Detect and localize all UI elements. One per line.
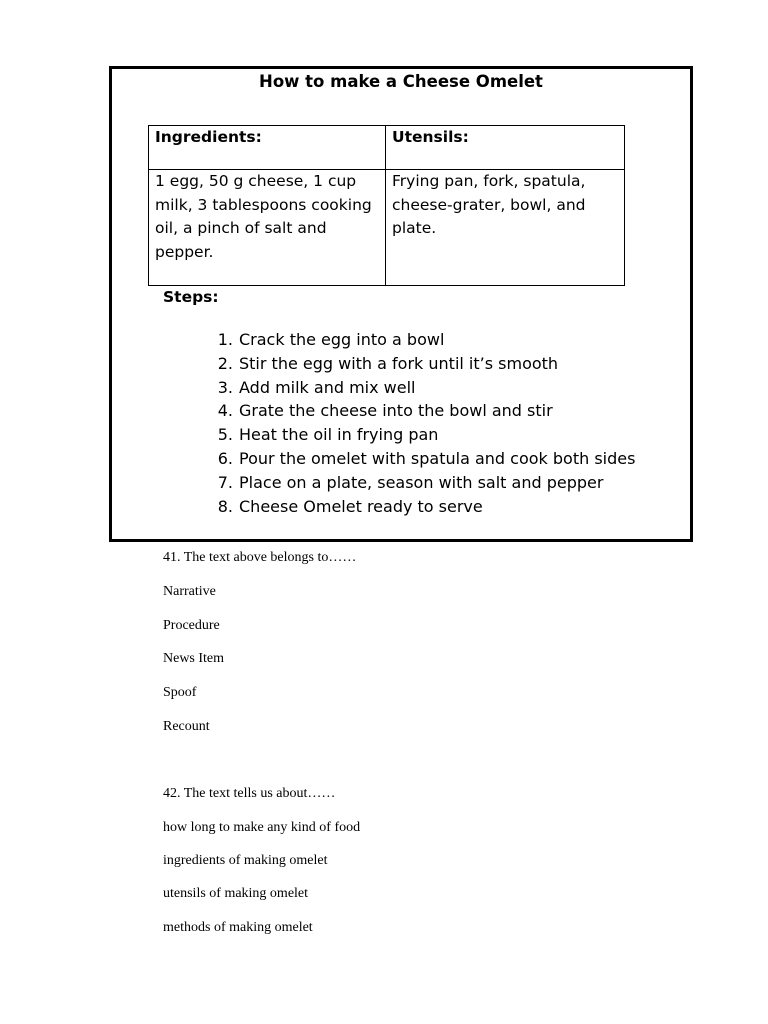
step-number: 3. <box>217 377 233 397</box>
recipe-title: How to make a Cheese Omelet <box>259 72 543 91</box>
step-text: Heat the oil in frying pan <box>239 425 439 445</box>
q42-option[interactable]: utensils of making omelet <box>163 886 309 901</box>
q42-option[interactable]: methods of making omelet <box>163 920 313 935</box>
step-text: Grate the cheese into the bowl and stir <box>239 401 553 421</box>
step-text: Cheese Omelet ready to serve <box>239 496 483 516</box>
ingredients-cell: 1 egg, 50 g cheese, 1 cup milk, 3 tablespoons cooking oil, a pinch of salt and pepper. <box>149 170 386 286</box>
step-text: Add milk and mix well <box>239 377 416 397</box>
step-item <box>209 495 635 519</box>
recipe-box <box>109 66 693 542</box>
step-number: 8. <box>217 496 233 516</box>
utensils-cell: Frying pan, fork, spatula, cheese-grater, bowl, and plate. <box>386 170 625 286</box>
step-text: Pour the omelet with spatula and cook both sides <box>239 448 636 468</box>
step-item <box>209 376 635 400</box>
step-text: Crack the egg into a bowl <box>239 330 445 349</box>
step-item <box>209 423 635 447</box>
question-41: 41. The text above belongs to…… <box>163 550 357 565</box>
q41-option[interactable]: Procedure <box>163 618 220 633</box>
q42-option[interactable]: how long to make any kind of food <box>163 820 361 835</box>
q41-option[interactable]: Recount <box>163 719 210 734</box>
question-42: 42. The text tells us about…… <box>163 786 336 801</box>
q42-option[interactable]: ingredients of making omelet <box>163 853 328 868</box>
step-number: 6. <box>217 448 233 468</box>
q41-option[interactable]: Spoof <box>163 685 197 700</box>
step-item <box>209 328 635 352</box>
steps-list <box>209 328 635 518</box>
step-number: 1. <box>217 330 233 349</box>
step-text: Stir the egg with a fork until it’s smooth <box>239 353 559 373</box>
step-item <box>209 471 635 495</box>
utensils-header: Utensils: <box>386 126 625 170</box>
step-item <box>209 447 635 471</box>
steps-heading: Steps: <box>163 288 219 306</box>
step-item <box>209 352 635 376</box>
q41-option[interactable]: Narrative <box>163 584 216 599</box>
ingredients-header: Ingredients: <box>149 126 386 170</box>
step-text: Place on a plate, season with salt and pepper <box>239 472 604 492</box>
step-number: 7. <box>217 472 233 492</box>
recipe-table <box>148 125 625 286</box>
step-item <box>209 399 635 423</box>
step-number: 5. <box>217 425 233 445</box>
q41-option[interactable]: News Item <box>163 651 225 666</box>
step-number: 4. <box>217 401 233 421</box>
step-number: 2. <box>217 353 233 373</box>
